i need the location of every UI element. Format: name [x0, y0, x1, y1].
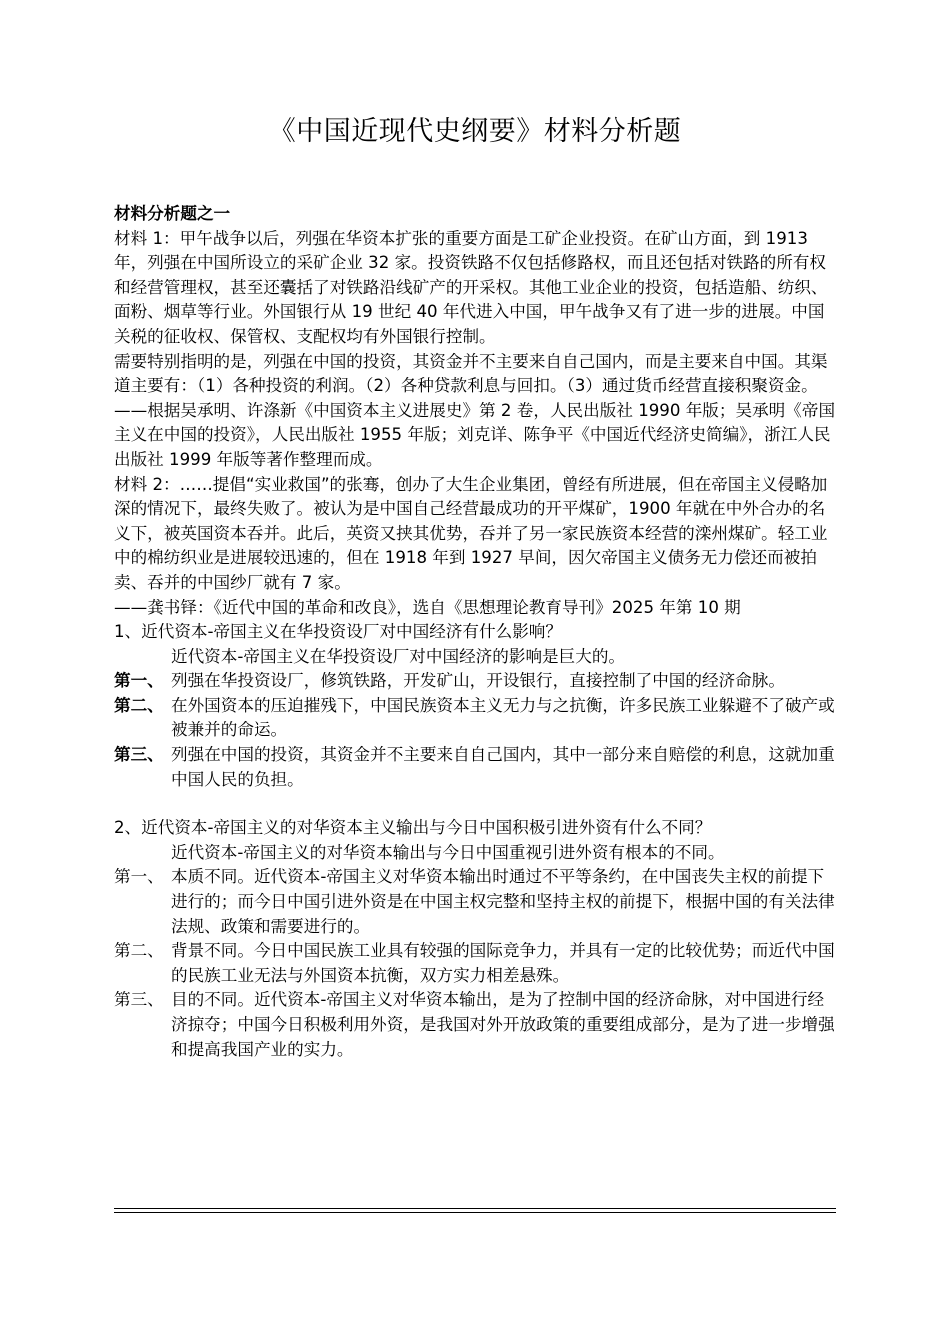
question-1-point: [114, 743, 838, 792]
question-2-point: [114, 939, 838, 988]
section-title: 材料分析题之一: [114, 204, 231, 223]
footer-rule-top: [114, 1208, 836, 1209]
question-2-point: [114, 988, 838, 1062]
point-text: 列强在华投资设厂，修筑铁路，开发矿山，开设银行，直接控制了中国的经济命脉。: [171, 671, 785, 691]
question-1-point: [114, 669, 838, 694]
footer-rule-bottom: [114, 1212, 836, 1213]
point-text: 本质不同。近代资本-帝国主义对华资本输出时通过不平等条约，在中国丧失主权的前提下进行的；而今日中国引进外资是在中国主权完整和坚持主权的前提下，根据中国的有关法律法规、政策和需要进行的。: [171, 867, 835, 936]
point-text: 在外国资本的压迫摧残下，中国民族资本主义无力与之抗衡，许多民族工业躲避不了破产或被兼并的命运。: [171, 695, 835, 740]
question-2-point: [114, 865, 838, 939]
material-2-source: ——龚书铎：《近代中国的革命和改良》，选自《思想理论教育导刊》2025 年第 10 期: [114, 597, 741, 617]
question-2-answer-intro: 近代资本-帝国主义的对华资本输出与今日中国重视引进外资有根本的不同。: [171, 842, 725, 862]
spacer: [114, 792, 838, 816]
document-title: 《中国近现代史纲要》材料分析题: [268, 116, 682, 147]
point-text: 列强在中国的投资，其资金并不主要来自自己国内，其中一部分来自赔偿的利息，这就加重中国人民的负担。: [171, 745, 835, 789]
material-1-paragraph-1: 材料 1：甲午战争以后，列强在华资本扩张的重要方面是工矿企业投资。在矿山方面，到 1913 年，列强在中国所设立的采矿企业 32 家。投资铁路不仅包括修路权，而且还包括对铁路的所有权和经营管理权，甚至还囊括了对铁路沿线矿产的开采权。其他工业企业的投资，包括造船、纺织、面粉、烟草等行业。外国银行从 19 世纪 40 年代进入中国，甲午战争又有了进一步的进展。中国关税的征收权、保管权、支配权均有外国银行控制。: [114, 228, 828, 346]
point-label: 第二、: [114, 695, 164, 715]
material-1-paragraph-2: 需要特别指明的是，列强在中国的投资，其资金并不主要来自自己国内，而是主要来自中国。其渠道主要有：（1）各种投资的利润。（2）各种贷款利息与回扣。（3）通过货币经营直接积聚资金。: [114, 351, 828, 396]
point-text: 目的不同。近代资本-帝国主义对华资本输出，是为了控制中国的经济命脉，对中国进行经济掠夺；中国今日积极利用外资，是我国对外开放政策的重要组成部分，是为了进一步增强和提高我国产业的实力。: [171, 990, 835, 1059]
question-1: 1、近代资本-帝国主义在华投资设厂对中国经济有什么影响？: [114, 622, 562, 642]
point-label: 第一、: [114, 671, 164, 691]
point-label: 第二、: [114, 941, 164, 961]
point-label: 第三、: [114, 745, 164, 765]
point-text: 背景不同。今日中国民族工业具有较强的国际竞争力，并具有一定的比较优势；而近代中国的民族工业无法与外国资本抗衡，双方实力相差悬殊。: [171, 941, 835, 985]
question-1-point: [114, 694, 838, 743]
material-1-source: ——根据吴承明、许涤新《中国资本主义进展史》第 2 卷，人民出版社 1990 年版；吴承明《帝国主义在中国的投资》，人民出版社 1955 年版；刘克详、陈争平《中国近代经济史简编》，浙江人民出版社 1999 年版等著作整理而成。: [114, 400, 836, 469]
point-label: 第一、: [114, 867, 164, 887]
question-1-answer-intro: 近代资本-帝国主义在华投资设厂对中国经济的影响是巨大的。: [171, 646, 626, 666]
question-2: 2、近代资本-帝国主义的对华资本主义输出与今日中国积极引进外资有什么不同？: [114, 818, 712, 838]
point-label: 第三、: [114, 990, 164, 1010]
material-2-paragraph: 材料 2：……提倡“实业救国”的张骞，创办了大生企业集团，曾经有所进展，但在帝国主义侵略加深的情况下，最终失败了。被认为是中国自己经营最成功的开平煤矿，1900 年就在中外合办的名义下，被英国资本吞并。此后，英资又挟其优势，吞并了另一家民族资本经营的滦州煤矿。轻工业中的棉纺织业是进展较迅速的，但在 1918 年到 1927 早间，因欠帝国主义债务无力偿还而被拍卖、吞并的中国纱厂就有 7 家。: [114, 474, 828, 592]
document-body: [114, 202, 838, 1062]
